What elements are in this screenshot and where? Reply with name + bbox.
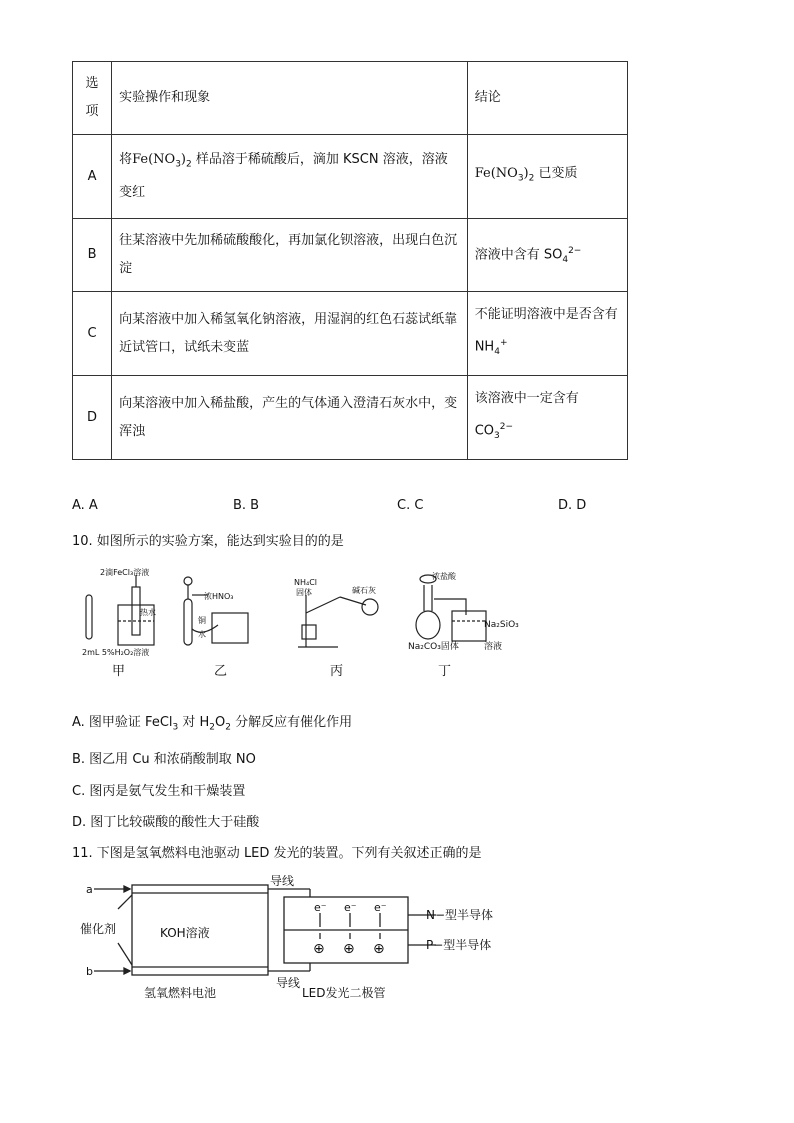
bing-label-soda-lime: 碱石灰 <box>352 586 376 595</box>
q9-option-a[interactable]: A. A <box>72 498 98 513</box>
header-option: 选 项 <box>73 62 112 135</box>
ding-label-hcl: 浓盐酸 <box>432 572 456 581</box>
p-type-label: P−型半导体 <box>426 938 492 952</box>
ding-label-na2sio3: Na₂SiO₃ <box>484 620 519 630</box>
jia-label-fecl3: 2滴FeCl₃溶液 <box>100 568 150 577</box>
row-option: B <box>73 219 112 292</box>
n-type-label: N−型半导体 <box>426 908 494 922</box>
row-operation: 将$Fe(NO_3)_2$ 样品溶于稀硫酸后，滴加 KSCN 溶液，溶液变红 <box>112 135 468 219</box>
bing-label-solid: 固体 <box>296 588 312 597</box>
row-conclusion: $Fe(NO_3)_2$ 已变质 <box>467 135 627 219</box>
caption-jia: 甲 <box>112 664 126 679</box>
table-row <box>73 376 628 460</box>
row-conclusion: 该溶液中一定含有 $CO_3^{2-}$ <box>467 376 627 460</box>
yi-label-hno3: 浓HNO₃ <box>204 592 234 601</box>
caption-ding: 丁 <box>438 664 452 679</box>
q11-figure <box>80 875 520 1005</box>
jia-label-hot-water: 热水 <box>140 608 156 617</box>
row-conclusion: 溶液中含有 $SO_4^{2-}$ <box>467 219 627 292</box>
row-operation: 向某溶液中加入稀氢氧化钠溶液，用湿润的红色石蕊试纸靠近试管口，试纸未变蓝 <box>112 292 468 376</box>
header-operation: 实验操作和现象 <box>112 62 468 135</box>
row-option: A <box>73 135 112 219</box>
ding-label-solution: 溶液 <box>484 642 503 652</box>
header-conclusion: 结论 <box>467 62 627 135</box>
table-row <box>73 292 628 376</box>
row-option: C <box>73 292 112 376</box>
hole-3: ⊕ <box>373 941 385 957</box>
q9-option-b[interactable]: B. B <box>233 498 260 513</box>
wire-top-label: 导线 <box>270 875 295 888</box>
yi-label-copper: 铜 <box>198 616 206 625</box>
row-conclusion: 不能证明溶液中是否含有 $NH_4^+$ <box>467 292 627 376</box>
q11-stem: 11. 下图是氢氧燃料电池驱动 LED 发光的装置。下列有关叙述正确的是 <box>72 846 482 861</box>
led-caption: LED发光二极管 <box>302 986 386 1000</box>
electrode-a-label: a <box>86 883 93 896</box>
electron-3: e⁻ <box>374 901 387 914</box>
caption-bing: 丙 <box>330 664 344 679</box>
q10-option-b[interactable]: B. 图乙用 Cu 和浓硝酸制取 NO <box>72 752 256 767</box>
q9-option-c[interactable]: C. C <box>397 498 424 513</box>
fuel-cell-caption: 氢氧燃料电池 <box>144 986 217 1000</box>
table-row <box>73 219 628 292</box>
yi-label-water: 水 <box>198 630 206 639</box>
q10-option-a[interactable]: A. 图甲验证 FeCl$_3$ 对 $H_2O_2$ 分解反应有催化作用 <box>72 715 353 733</box>
experiment-table <box>72 61 628 460</box>
row-operation: 向某溶液中加入稀盐酸，产生的气体通入澄清石灰水中，变浑浊 <box>112 376 468 460</box>
catalyst-label: 催化剂 <box>80 922 117 936</box>
q10-stem: 10. 如图所示的实验方案，能达到实验目的的是 <box>72 534 344 549</box>
ding-label-na2co3: Na₂CO₃固体 <box>408 642 459 652</box>
bing-label-nh4cl: NH₄Cl <box>294 578 318 587</box>
table-header-row <box>73 62 628 135</box>
q9-option-d[interactable]: D. D <box>558 498 587 513</box>
q10-option-d[interactable]: D. 图丁比较碳酸的酸性大于硅酸 <box>72 815 260 830</box>
row-option: D <box>73 376 112 460</box>
table-row <box>73 135 628 219</box>
hole-1: ⊕ <box>313 941 325 957</box>
q10-figure <box>78 565 558 685</box>
electron-2: e⁻ <box>344 901 357 914</box>
electron-1: e⁻ <box>314 901 327 914</box>
wire-bottom-label: 导线 <box>276 976 301 990</box>
jia-label-h2o2: 2mL 5%H₂O₂溶液 <box>82 648 150 657</box>
q10-option-c[interactable]: C. 图丙是氨气发生和干燥装置 <box>72 784 246 799</box>
caption-yi: 乙 <box>214 664 228 679</box>
hole-2: ⊕ <box>343 941 355 957</box>
electrode-b-label: b <box>86 965 93 978</box>
row-operation: 往某溶液中先加稀硫酸酸化，再加氯化钡溶液，出现白色沉淀 <box>112 219 468 292</box>
koh-label: KOH溶液 <box>160 926 210 940</box>
